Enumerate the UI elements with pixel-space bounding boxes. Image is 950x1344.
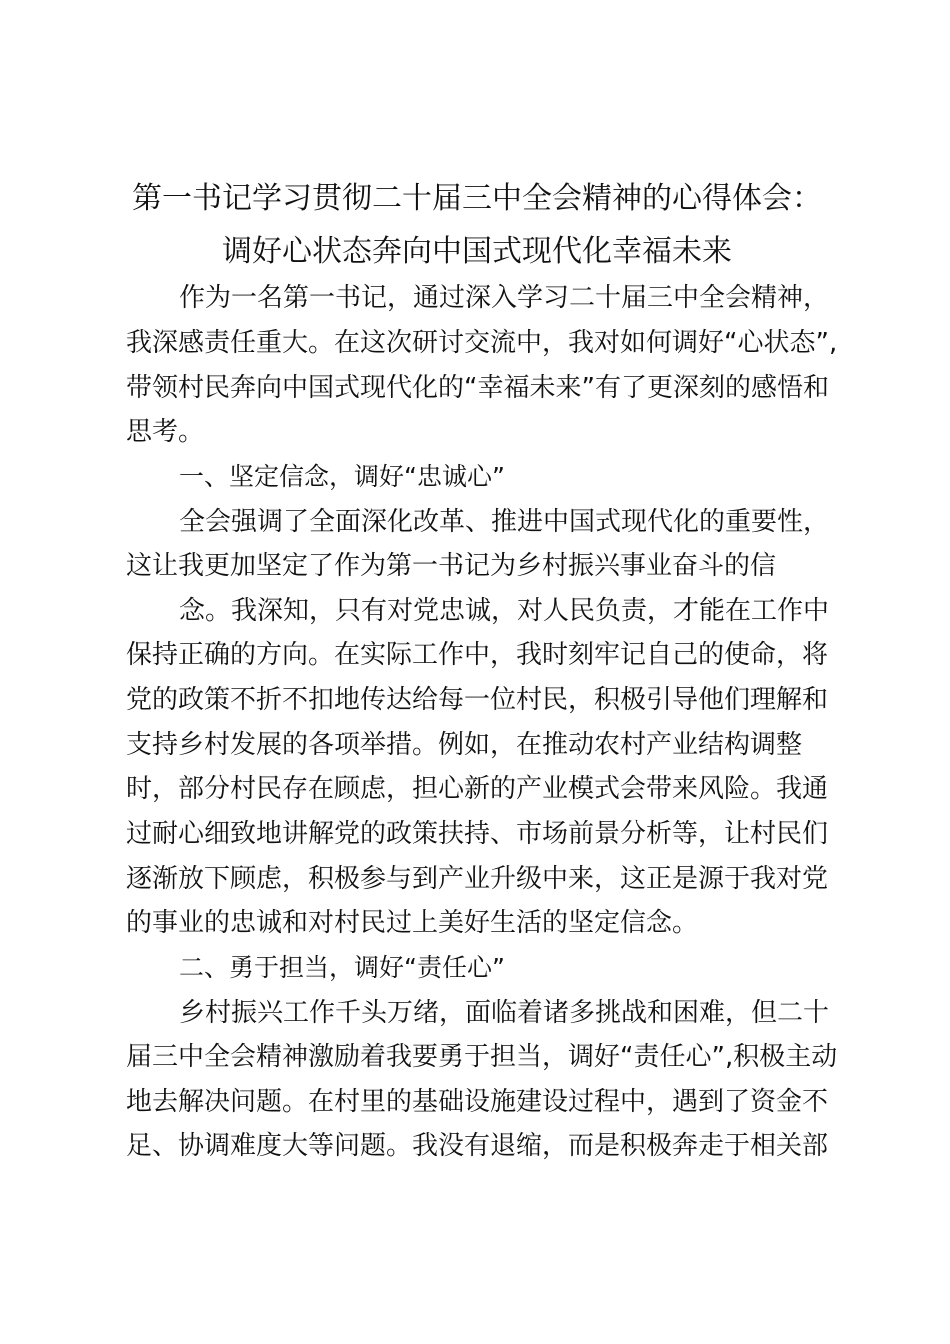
body-line: 逐渐放下顾虑，积极参与到产业升级中来，这正是源于我对党 xyxy=(126,864,829,894)
body-line: 保持正确的方向。在实际工作中，我时刻牢记自己的使命，将 xyxy=(126,640,829,670)
body-line: 我深感责任重大。在这次研讨交流中，我对如何调好“心状态”, xyxy=(126,328,838,358)
body-line: 地去解决问题。在村里的基础设施建设过程中，遇到了资金不 xyxy=(126,1087,829,1117)
body-line: 过耐心细致地讲解党的政策扶持、市场前景分析等，让村民们 xyxy=(126,819,829,849)
body-line: 思考。 xyxy=(126,417,205,447)
body-line: 带领村民奔向中国式现代化的“幸福未来”有了更深刻的感悟和 xyxy=(126,373,829,403)
body-line: 时，部分村民存在顾虑，担心新的产业模式会带来风险。我通 xyxy=(126,774,829,804)
body-line: 作为一名第一书记，通过深入学习二十届三中全会精神， xyxy=(179,283,830,313)
body-line: 届三中全会精神激励着我要勇于担当，调好“责任心”,积极主动 xyxy=(126,1042,838,1072)
body-line: 足、协调难度大等问题。我没有退缩，而是积极奔走于相关部 xyxy=(126,1131,829,1161)
body-line: 乡村振兴工作千头万绪，面临着诸多挑战和困难，但二十 xyxy=(179,998,830,1028)
body-line: 全会强调了全面深化改革、推进中国式现代化的重要性， xyxy=(179,507,830,537)
section-heading: 二、勇于担当，调好“责任心” xyxy=(179,953,505,982)
body-line: 的事业的忠诚和对村民过上美好生活的坚定信念。 xyxy=(126,908,699,938)
body-line: 这让我更加坚定了作为第一书记为乡村振兴事业奋斗的信 xyxy=(126,551,777,581)
body-line: 支持乡村发展的各项举措。例如，在推动农村产业结构调整 xyxy=(126,730,803,760)
page-title: 第一书记学习贯彻二十届三中全会精神的心得体会：调好心状态奔向中国式现代化幸福未来 xyxy=(132,181,822,269)
section-heading: 一、坚定信念，调好“忠诚心” xyxy=(179,462,505,491)
body-line: 党的政策不折不扣地传达给每一位村民，积极引导他们理解和 xyxy=(126,685,829,715)
body-line: 念。我深知，只有对党忠诚，对人民负责，才能在工作中 xyxy=(179,596,830,626)
